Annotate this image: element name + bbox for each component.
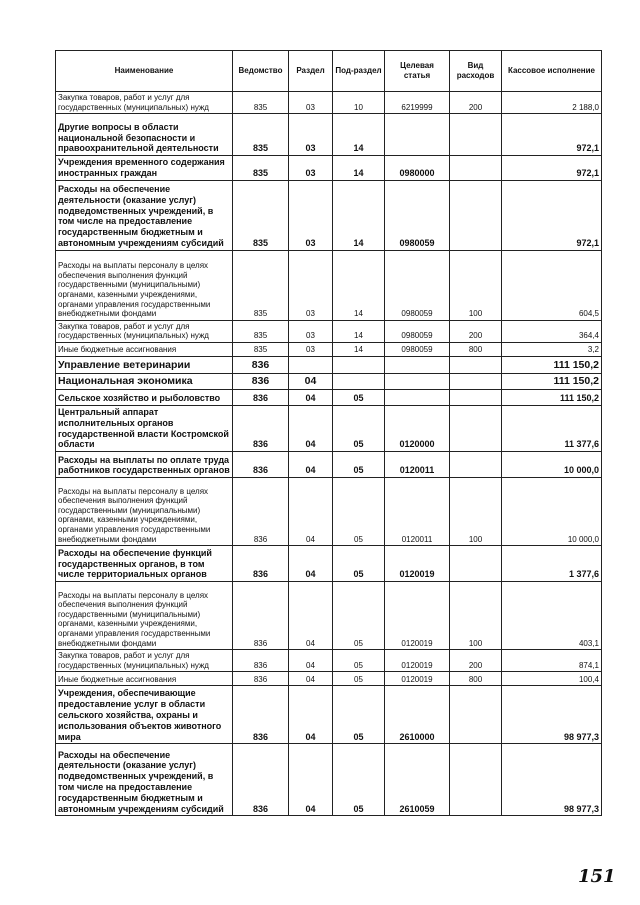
cell-name: Расходы на выплаты персоналу в целях обеспечения выполнения функций государственными (муниципальными) органами, казенными учреждениями, органами управления государственными внебюджетными фондами bbox=[56, 582, 233, 650]
cell-name: Управление ветеринарии bbox=[56, 356, 233, 373]
cell-exp: 200 bbox=[450, 92, 502, 114]
header-name: Наименование bbox=[56, 51, 233, 92]
cell-amount: 364,4 bbox=[502, 320, 602, 342]
cell-section: 04 bbox=[289, 478, 333, 546]
cell-name: Иные бюджетные ассигнования bbox=[56, 672, 233, 686]
cell-target: 0120019 bbox=[385, 582, 450, 650]
cell-target: 0120019 bbox=[385, 672, 450, 686]
cell-target bbox=[385, 356, 450, 373]
cell-target: 0120011 bbox=[385, 452, 450, 478]
cell-section: 03 bbox=[289, 92, 333, 114]
cell-amount: 972,1 bbox=[502, 180, 602, 250]
cell-dept: 836 bbox=[233, 744, 289, 816]
cell-exp: 100 bbox=[450, 250, 502, 320]
cell-target bbox=[385, 114, 450, 156]
cell-subsection: 05 bbox=[333, 478, 385, 546]
cell-exp bbox=[450, 405, 502, 451]
cell-amount: 403,1 bbox=[502, 582, 602, 650]
cell-amount: 111 150,2 bbox=[502, 356, 602, 373]
cell-amount: 972,1 bbox=[502, 156, 602, 181]
page-number: 151 bbox=[578, 866, 616, 887]
cell-section bbox=[289, 356, 333, 373]
table-row bbox=[56, 452, 602, 478]
cell-subsection: 14 bbox=[333, 156, 385, 181]
header-dept: Ведомство bbox=[233, 51, 289, 92]
table-row bbox=[56, 672, 602, 686]
cell-dept: 835 bbox=[233, 156, 289, 181]
cell-dept: 836 bbox=[233, 686, 289, 744]
cell-subsection bbox=[333, 373, 385, 389]
cell-name: Центральный аппарат исполнительных органов государственной власти Костромской области bbox=[56, 405, 233, 451]
cell-section: 04 bbox=[289, 650, 333, 672]
table-header-row bbox=[56, 51, 602, 92]
cell-section: 03 bbox=[289, 320, 333, 342]
cell-exp bbox=[450, 156, 502, 181]
cell-subsection: 05 bbox=[333, 389, 385, 405]
cell-exp: 200 bbox=[450, 320, 502, 342]
cell-target: 2610059 bbox=[385, 744, 450, 816]
cell-section: 04 bbox=[289, 373, 333, 389]
cell-target bbox=[385, 373, 450, 389]
cell-subsection: 14 bbox=[333, 250, 385, 320]
cell-target: 0120019 bbox=[385, 650, 450, 672]
table-row bbox=[56, 686, 602, 744]
cell-amount: 100,4 bbox=[502, 672, 602, 686]
cell-dept: 836 bbox=[233, 672, 289, 686]
cell-amount: 604,5 bbox=[502, 250, 602, 320]
cell-dept: 836 bbox=[233, 356, 289, 373]
table-row bbox=[56, 582, 602, 650]
cell-section: 03 bbox=[289, 342, 333, 356]
cell-exp bbox=[450, 389, 502, 405]
cell-dept: 835 bbox=[233, 92, 289, 114]
cell-section: 04 bbox=[289, 405, 333, 451]
table-row bbox=[56, 180, 602, 250]
cell-exp bbox=[450, 373, 502, 389]
cell-amount: 10 000,0 bbox=[502, 452, 602, 478]
table-row bbox=[56, 478, 602, 546]
cell-dept: 836 bbox=[233, 650, 289, 672]
cell-dept: 836 bbox=[233, 405, 289, 451]
cell-section: 04 bbox=[289, 389, 333, 405]
table-row bbox=[56, 650, 602, 672]
cell-subsection: 05 bbox=[333, 546, 385, 582]
cell-name: Иные бюджетные ассигнования bbox=[56, 342, 233, 356]
table-row bbox=[56, 546, 602, 582]
cell-name: Другие вопросы в области национальной безопасности и правоохранительной деятельности bbox=[56, 114, 233, 156]
cell-subsection: 14 bbox=[333, 114, 385, 156]
cell-section: 04 bbox=[289, 452, 333, 478]
cell-target: 0980059 bbox=[385, 342, 450, 356]
cell-name: Закупка товаров, работ и услуг для государственных (муниципальных) нужд bbox=[56, 92, 233, 114]
cell-exp bbox=[450, 744, 502, 816]
cell-section: 04 bbox=[289, 744, 333, 816]
cell-amount: 98 977,3 bbox=[502, 744, 602, 816]
header-section: Раздел bbox=[289, 51, 333, 92]
cell-target: 0120019 bbox=[385, 546, 450, 582]
header-subsection: Под-раздел bbox=[333, 51, 385, 92]
cell-exp: 100 bbox=[450, 582, 502, 650]
cell-exp: 200 bbox=[450, 650, 502, 672]
cell-amount: 111 150,2 bbox=[502, 373, 602, 389]
cell-name: Учреждения временного содержания иностранных граждан bbox=[56, 156, 233, 181]
cell-dept: 836 bbox=[233, 389, 289, 405]
cell-amount: 11 377,6 bbox=[502, 405, 602, 451]
cell-section: 04 bbox=[289, 686, 333, 744]
cell-target bbox=[385, 389, 450, 405]
cell-dept: 836 bbox=[233, 373, 289, 389]
cell-exp: 100 bbox=[450, 478, 502, 546]
cell-dept: 835 bbox=[233, 180, 289, 250]
cell-amount: 111 150,2 bbox=[502, 389, 602, 405]
cell-exp: 800 bbox=[450, 342, 502, 356]
cell-target: 0120011 bbox=[385, 478, 450, 546]
cell-name: Расходы на обеспечение функций государственных органов, в том числе территориальных органов bbox=[56, 546, 233, 582]
table-row bbox=[56, 356, 602, 373]
cell-amount: 972,1 bbox=[502, 114, 602, 156]
cell-name: Национальная экономика bbox=[56, 373, 233, 389]
cell-name: Закупка товаров, работ и услуг для государственных (муниципальных) нужд bbox=[56, 650, 233, 672]
cell-dept: 835 bbox=[233, 250, 289, 320]
cell-dept: 836 bbox=[233, 582, 289, 650]
table-row bbox=[56, 92, 602, 114]
cell-name: Расходы на выплаты персоналу в целях обеспечения выполнения функций государственными (муниципальными) органами, казенными учреждениями, органами управления государственными внебюджетными фондами bbox=[56, 250, 233, 320]
cell-dept: 836 bbox=[233, 452, 289, 478]
header-exp: Вид расходов bbox=[450, 51, 502, 92]
cell-section: 03 bbox=[289, 180, 333, 250]
table-row bbox=[56, 342, 602, 356]
cell-section: 04 bbox=[289, 546, 333, 582]
cell-dept: 835 bbox=[233, 320, 289, 342]
table-row bbox=[56, 320, 602, 342]
cell-subsection: 14 bbox=[333, 320, 385, 342]
cell-target: 0980059 bbox=[385, 180, 450, 250]
table-row bbox=[56, 389, 602, 405]
cell-section: 03 bbox=[289, 156, 333, 181]
cell-subsection: 14 bbox=[333, 342, 385, 356]
cell-name: Учреждения, обеспечивающие предоставление услуг в области сельского хозяйства, охраны и использования объектов животного мира bbox=[56, 686, 233, 744]
cell-subsection: 14 bbox=[333, 180, 385, 250]
cell-name: Расходы на выплаты по оплате труда работников государственных органов bbox=[56, 452, 233, 478]
cell-subsection: 05 bbox=[333, 672, 385, 686]
header-target: Целевая статья bbox=[385, 51, 450, 92]
table-body bbox=[56, 92, 602, 816]
cell-name: Расходы на обеспечение деятельности (оказание услуг) подведомственных учреждений, в том числе на предоставление государственным бюджетным и автономным учреждениям субсидий bbox=[56, 744, 233, 816]
cell-section: 04 bbox=[289, 672, 333, 686]
cell-amount: 1 377,6 bbox=[502, 546, 602, 582]
table-row bbox=[56, 744, 602, 816]
cell-name: Закупка товаров, работ и услуг для государственных (муниципальных) нужд bbox=[56, 320, 233, 342]
table-row bbox=[56, 405, 602, 451]
cell-exp bbox=[450, 686, 502, 744]
cell-section: 03 bbox=[289, 250, 333, 320]
cell-target: 0980000 bbox=[385, 156, 450, 181]
cell-amount: 874,1 bbox=[502, 650, 602, 672]
cell-subsection: 05 bbox=[333, 650, 385, 672]
cell-name: Расходы на выплаты персоналу в целях обеспечения выполнения функций государственными (муниципальными) органами, казенными учреждениями, органами управления государственными внебюджетными фондами bbox=[56, 478, 233, 546]
cell-amount: 3,2 bbox=[502, 342, 602, 356]
table-row bbox=[56, 156, 602, 181]
cell-dept: 836 bbox=[233, 546, 289, 582]
cell-dept: 835 bbox=[233, 114, 289, 156]
cell-exp bbox=[450, 452, 502, 478]
cell-subsection: 05 bbox=[333, 405, 385, 451]
cell-target: 2610000 bbox=[385, 686, 450, 744]
cell-exp bbox=[450, 180, 502, 250]
cell-amount: 10 000,0 bbox=[502, 478, 602, 546]
cell-exp bbox=[450, 356, 502, 373]
cell-subsection: 05 bbox=[333, 744, 385, 816]
header-amount: Кассовое исполнение bbox=[502, 51, 602, 92]
cell-target: 0980059 bbox=[385, 250, 450, 320]
table-row bbox=[56, 373, 602, 389]
cell-subsection: 10 bbox=[333, 92, 385, 114]
cell-exp bbox=[450, 546, 502, 582]
table-row bbox=[56, 250, 602, 320]
cell-subsection: 05 bbox=[333, 582, 385, 650]
table-row bbox=[56, 114, 602, 156]
budget-execution-table bbox=[55, 50, 602, 816]
cell-exp: 800 bbox=[450, 672, 502, 686]
cell-target: 6219999 bbox=[385, 92, 450, 114]
cell-target: 0980059 bbox=[385, 320, 450, 342]
cell-name: Сельское хозяйство и рыболовство bbox=[56, 389, 233, 405]
cell-name: Расходы на обеспечение деятельности (оказание услуг) подведомственных учреждений, в том числе на предоставление государственным бюджетным и автономным учреждениям субсидий bbox=[56, 180, 233, 250]
cell-amount: 98 977,3 bbox=[502, 686, 602, 744]
cell-subsection bbox=[333, 356, 385, 373]
cell-subsection: 05 bbox=[333, 686, 385, 744]
cell-dept: 836 bbox=[233, 478, 289, 546]
cell-section: 03 bbox=[289, 114, 333, 156]
cell-target: 0120000 bbox=[385, 405, 450, 451]
cell-dept: 835 bbox=[233, 342, 289, 356]
cell-section: 04 bbox=[289, 582, 333, 650]
cell-exp bbox=[450, 114, 502, 156]
cell-subsection: 05 bbox=[333, 452, 385, 478]
cell-amount: 2 188,0 bbox=[502, 92, 602, 114]
